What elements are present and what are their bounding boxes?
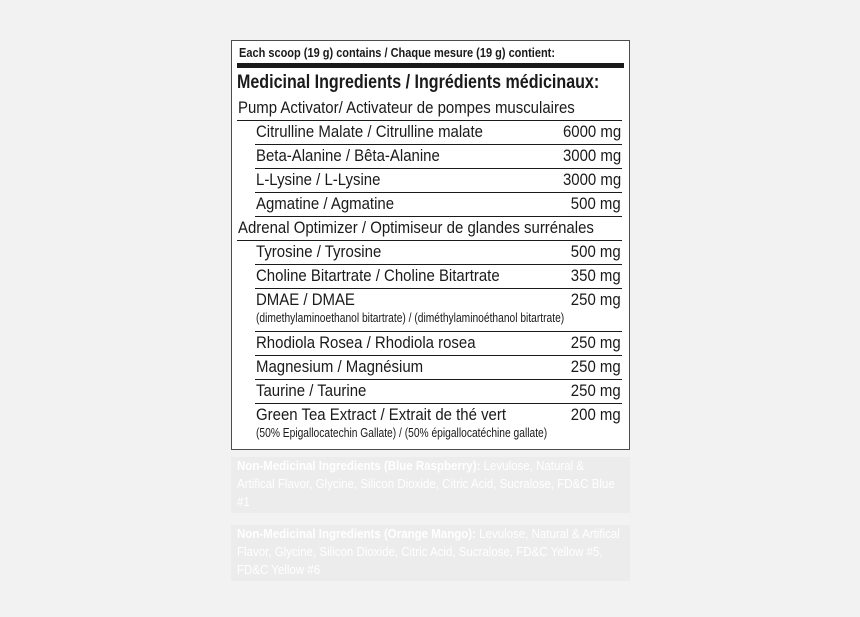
ingredient-row-citrulline xyxy=(255,121,622,145)
ingredient-name: Choline Bitartrate / Choline Bitartrate xyxy=(256,266,500,285)
ingredient-amount: 6000 mg xyxy=(562,122,621,141)
ingredient-name: Citrulline Malate / Citrulline malate xyxy=(256,122,483,141)
non-medicinal-title: Non-Medicinal Ingredients (Orange Mango): xyxy=(237,527,476,541)
ingredient-amount: 250 mg xyxy=(571,357,621,376)
non-medicinal-title: Non-Medicinal Ingredients (Blue Raspberry): xyxy=(237,459,481,473)
ingredient-name: DMAE / DMAE xyxy=(256,290,355,309)
ingredient-name: Taurine / Taurine xyxy=(256,381,367,400)
non-medicinal-list: Levulose, Natural & Artifical Flavor, Glycine, Silicon Dioxide, Citric Acid, Sucralose, FD&C Blue #1 xyxy=(237,459,615,509)
ingredient-name: Agmatine / Agmatine xyxy=(256,194,395,213)
ingredient-row-beta-alanine xyxy=(255,145,622,169)
ingredient-row-choline xyxy=(255,265,622,289)
ingredient-row-taurine xyxy=(255,380,622,404)
ingredient-amount: 250 mg xyxy=(571,381,621,400)
ingredient-row-l-lysine xyxy=(255,169,622,193)
ingredient-note: (50% Epigallocatechin Gallate) / (50% épigallocatéchine gallate) xyxy=(256,426,548,440)
group-row-adrenal-optimizer xyxy=(237,217,622,241)
ingredient-row-tyrosine xyxy=(255,241,622,265)
ingredient-row-agmatine xyxy=(255,193,622,217)
group-label: Adrenal Optimizer / Optimiseur de glandes surrénales xyxy=(238,218,594,237)
non-medicinal-blue-raspberry xyxy=(231,457,630,513)
ingredient-amount: 500 mg xyxy=(571,194,621,213)
non-medicinal-orange-mango xyxy=(231,525,630,581)
ingredient-row-green-tea xyxy=(255,404,622,447)
group-row-pump-activator xyxy=(237,97,622,121)
ingredient-row-magnesium xyxy=(255,356,622,380)
ingredient-amount: 350 mg xyxy=(571,266,621,285)
ingredient-name: L-Lysine / L-Lysine xyxy=(256,170,381,189)
ingredient-name: Tyrosine / Tyrosine xyxy=(256,242,382,261)
thick-divider xyxy=(237,63,624,68)
ingredient-name: Magnesium / Magnésium xyxy=(256,357,424,376)
serving-size-text: Each scoop (19 g) contains / Chaque mesure (19 g) contient: xyxy=(239,46,556,60)
group-label: Pump Activator/ Activateur de pompes musculaires xyxy=(238,98,575,117)
medicinal-heading: Medicinal Ingredients / Ingrédients médicinaux: xyxy=(237,72,600,93)
ingredient-amount: 200 mg xyxy=(571,405,621,424)
ingredient-name: Green Tea Extract / Extrait de thé vert xyxy=(256,405,507,424)
ingredients-panel xyxy=(231,40,630,450)
ingredient-amount: 250 mg xyxy=(571,290,621,309)
ingredient-amount: 3000 mg xyxy=(562,146,621,165)
ingredient-row-rhodiola xyxy=(255,332,622,356)
ingredient-name: Beta-Alanine / Bêta-Alanine xyxy=(256,146,440,165)
ingredient-amount: 250 mg xyxy=(571,333,621,352)
ingredient-amount: 3000 mg xyxy=(562,170,621,189)
ingredient-name: Rhodiola Rosea / Rhodiola rosea xyxy=(256,333,476,352)
ingredient-amount: 500 mg xyxy=(571,242,621,261)
ingredient-row-dmae xyxy=(255,289,622,332)
ingredient-note: (dimethylaminoethanol bitartrate) / (diméthylaminoéthanol bitartrate) xyxy=(256,311,565,325)
non-medicinal-list: Levulose, Natural & Artifical Flavor, Glycine, Silicon Dioxide, Citric Acid, Sucralose, FD&C Yellow #5, FD&C Yellow #6 xyxy=(237,527,620,577)
